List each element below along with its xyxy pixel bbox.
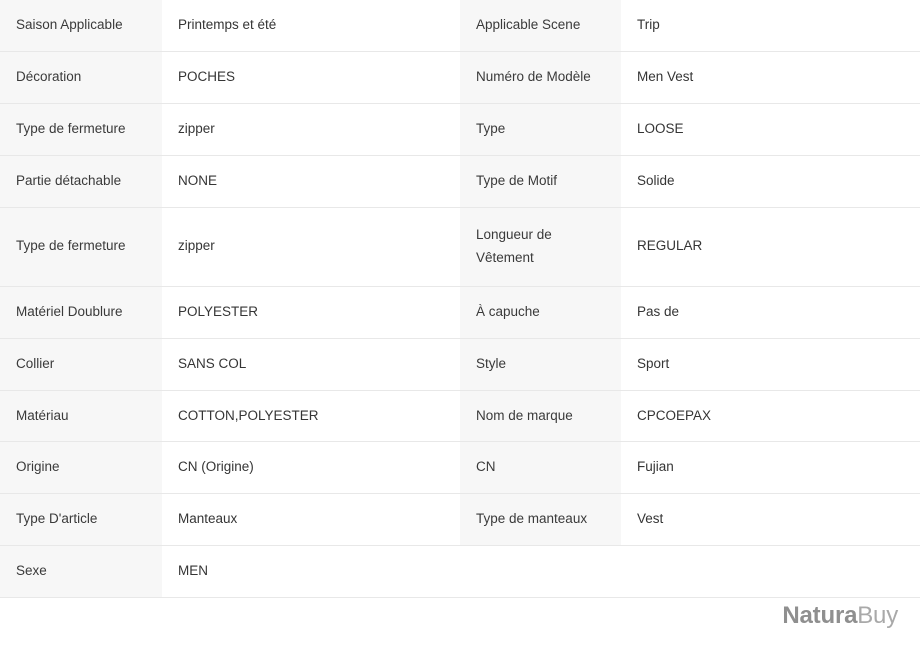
spec-key <box>460 51 621 103</box>
spec-value <box>621 0 920 51</box>
spec-value <box>162 51 460 103</box>
spec-value-label: Trip <box>637 17 660 32</box>
spec-value <box>621 338 920 390</box>
spec-empty-cell <box>460 546 621 598</box>
spec-value <box>162 390 460 442</box>
spec-value-label: COTTON,POLYESTER <box>178 407 319 423</box>
spec-key-label: Matériel Doublure <box>16 303 123 319</box>
spec-value-label: Pas de <box>637 303 680 319</box>
spec-value-label: Fujian <box>637 459 674 475</box>
spec-key-label: Nom de marque <box>476 407 573 423</box>
spec-empty-cell <box>621 546 920 598</box>
table-row <box>0 286 920 338</box>
table-row <box>0 103 920 155</box>
spec-value-label: POLYESTER <box>178 303 259 319</box>
spec-key-label: Longueur de Vêtement <box>476 226 552 265</box>
table-row <box>0 0 920 51</box>
spec-key-label: Origine <box>16 459 60 475</box>
spec-key <box>0 155 162 207</box>
spec-value-label: zipper <box>178 238 215 254</box>
spec-value <box>621 286 920 338</box>
spec-key-label: Type de manteaux <box>476 511 588 527</box>
spec-key-label: Applicable Scene <box>476 17 581 32</box>
watermark-bold-text: Natura <box>782 602 858 629</box>
spec-key <box>460 155 621 207</box>
spec-key <box>460 442 621 494</box>
naturabuy-watermark <box>782 602 898 630</box>
spec-value <box>162 494 460 546</box>
spec-key-label: Type D'article <box>16 511 98 527</box>
spec-key <box>0 286 162 338</box>
spec-value-label: POCHES <box>178 68 236 84</box>
spec-value <box>162 286 460 338</box>
spec-key <box>0 207 162 286</box>
spec-key <box>460 0 621 51</box>
spec-key-label: Saison Applicable <box>16 17 123 32</box>
spec-value-label: zipper <box>178 120 215 136</box>
spec-value <box>621 155 920 207</box>
watermark-light-text: Buy <box>857 602 898 629</box>
spec-value-label: Vest <box>637 511 664 527</box>
table-row <box>0 546 920 598</box>
spec-value <box>621 442 920 494</box>
spec-key <box>0 0 162 51</box>
spec-key-label: Type de fermeture <box>16 238 126 254</box>
table-row <box>0 494 920 546</box>
spec-key <box>460 207 621 286</box>
spec-value-label: CN (Origine) <box>178 459 254 475</box>
table-row <box>0 51 920 103</box>
spec-value-label: Printemps et été <box>178 17 277 32</box>
spec-key <box>460 390 621 442</box>
spec-key <box>0 338 162 390</box>
spec-key-label: Numéro de Modèle <box>476 68 591 84</box>
spec-key <box>460 103 621 155</box>
table-row <box>0 207 920 286</box>
spec-key-label: Collier <box>16 355 55 371</box>
spec-value <box>162 442 460 494</box>
spec-key <box>460 286 621 338</box>
spec-key <box>460 338 621 390</box>
spec-value-label: CPCOEPAX <box>637 407 712 423</box>
spec-value <box>162 207 460 286</box>
table-row <box>0 390 920 442</box>
spec-value-label: Men Vest <box>637 68 694 84</box>
spec-value <box>621 51 920 103</box>
spec-key <box>0 103 162 155</box>
spec-key <box>0 51 162 103</box>
spec-value <box>162 338 460 390</box>
spec-key-label: CN <box>476 459 496 475</box>
spec-key-label: Type de Motif <box>476 172 558 188</box>
spec-key <box>0 390 162 442</box>
spec-value <box>621 494 920 546</box>
spec-value <box>162 0 460 51</box>
spec-value-label: REGULAR <box>637 238 703 254</box>
spec-value-label: LOOSE <box>637 120 684 136</box>
spec-key <box>0 546 162 598</box>
spec-key-label: Sexe <box>16 563 47 579</box>
spec-key <box>0 494 162 546</box>
spec-key-label: À capuche <box>476 303 540 319</box>
spec-key-label: Décoration <box>16 68 82 84</box>
spec-value <box>162 155 460 207</box>
spec-value <box>162 103 460 155</box>
table-row <box>0 442 920 494</box>
spec-value-label: Manteaux <box>178 511 238 527</box>
spec-value-label: MEN <box>178 563 208 579</box>
spec-value-label: SANS COL <box>178 355 247 371</box>
spec-value <box>162 546 460 598</box>
spec-key <box>0 442 162 494</box>
spec-key-label: Matériau <box>16 407 69 423</box>
spec-key-label: Style <box>476 355 507 371</box>
spec-value <box>621 207 920 286</box>
table-row <box>0 338 920 390</box>
table-row <box>0 155 920 207</box>
spec-key-label: Partie détachable <box>16 172 122 188</box>
spec-value-label: Solide <box>637 172 675 188</box>
spec-key-label: Type <box>476 120 506 136</box>
spec-key <box>460 494 621 546</box>
spec-key-label: Type de fermeture <box>16 120 126 136</box>
spec-value <box>621 390 920 442</box>
spec-value-label: NONE <box>178 172 218 188</box>
spec-value <box>621 103 920 155</box>
spec-value-label: Sport <box>637 355 670 371</box>
